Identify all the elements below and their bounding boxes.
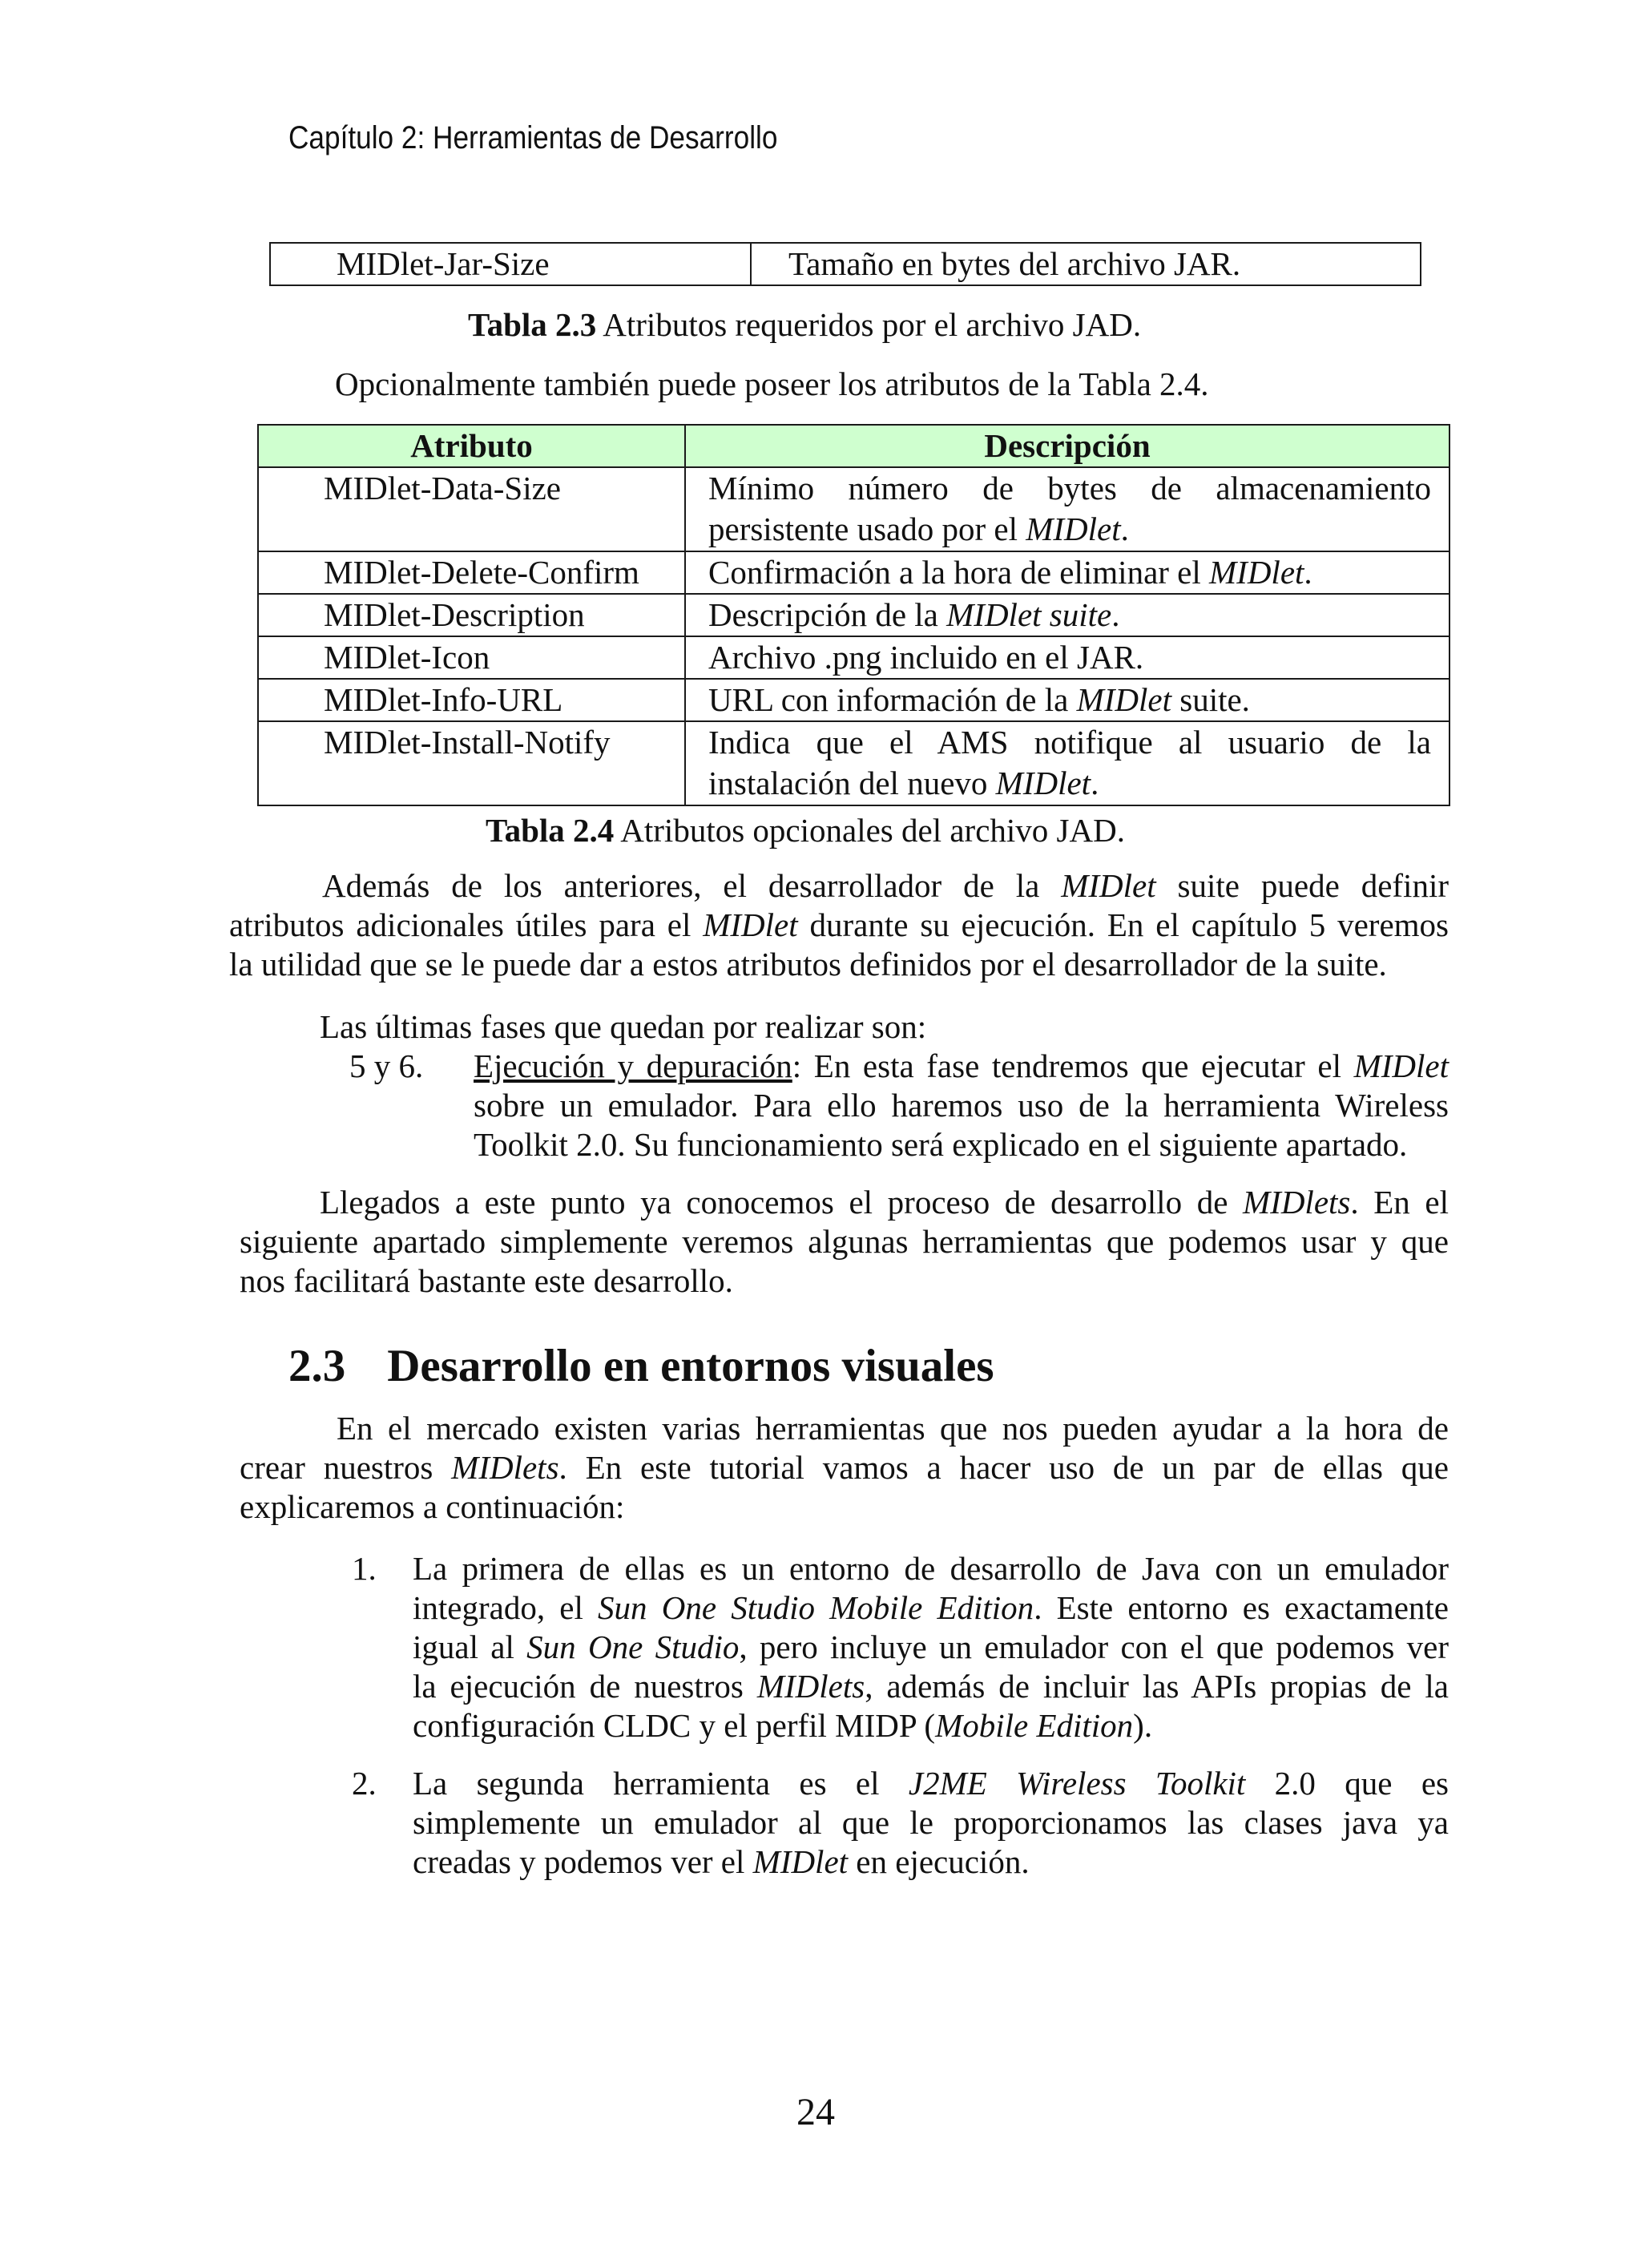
- text-line: Toolkit 2.0. Su funcionamiento será explicado en el siguiente apartado.: [474, 1126, 1408, 1163]
- desc-line: persistente usado por el MIDlet.: [708, 511, 1129, 547]
- text-line: integrado, el Sun One Studio Mobile Edition. Este entorno es exactamente: [413, 1589, 1449, 1626]
- table-cell-attribute: MIDlet-Delete-Confirm: [258, 551, 685, 594]
- caption-label: Tabla 2.4: [486, 812, 615, 849]
- table-2-4-caption: [486, 811, 1125, 849]
- table-cell-description: Descripción de la MIDlet suite.: [685, 594, 1449, 636]
- text-line: igual al Sun One Studio, pero incluye un emulador con el que podemos ver: [413, 1628, 1449, 1665]
- section-heading: [288, 1340, 994, 1392]
- text-line: la utilidad que se le puede dar a estos atributos definidos por el desarrollador de la suite.: [229, 946, 1387, 983]
- text-line: explicaremos a continuación:: [240, 1488, 625, 1525]
- section-title: Desarrollo en entornos visuales: [387, 1341, 994, 1391]
- caption-text: Atributos opcionales del archivo JAD.: [620, 812, 1125, 849]
- text-line: atributos adicionales útiles para el MIDlet durante su ejecución. En el capítulo 5 veremos: [229, 906, 1449, 943]
- text-line: simplemente un emulador al que le proporcionamos las clases java ya: [413, 1804, 1449, 1841]
- table-cell-description: Confirmación a la hora de eliminar el MIDlet.: [685, 551, 1449, 594]
- table-cell-attribute: MIDlet-Icon: [258, 636, 685, 679]
- text-line: Ejecución y depuración: En esta fase tendremos que ejecutar el MIDlet: [474, 1047, 1449, 1084]
- desc-line: instalación del nuevo MIDlet.: [708, 765, 1099, 801]
- table-cell-attribute: MIDlet-Data-Size: [258, 467, 685, 551]
- phase-number: 5 y 6.: [349, 1047, 424, 1084]
- paragraph-market: [240, 1409, 1449, 1527]
- text-line: siguiente apartado simplemente veremos algunas herramientas que podemos usar y que: [240, 1223, 1449, 1260]
- paragraph-reached: [240, 1183, 1449, 1301]
- text-line: creadas y podemos ver el MIDlet en ejecución.: [413, 1843, 1030, 1880]
- table-row: [258, 636, 1449, 679]
- table-row: [258, 551, 1449, 594]
- text-line: sobre un emulador. Para ello haremos uso de la herramienta Wireless: [474, 1087, 1449, 1124]
- text-line: la ejecución de nuestros MIDlets, además de incluir las APIs propias de la: [413, 1668, 1449, 1705]
- page-number: 24: [796, 2091, 835, 2133]
- text-line: Llegados a este punto ya conocemos el proceso de desarrollo de MIDlets. En el: [320, 1184, 1449, 1221]
- table-cell-attribute: MIDlet-Install-Notify: [258, 721, 685, 805]
- table-cell-description: [685, 467, 1449, 551]
- running-header: Capítulo 2: Herramientas de Desarrollo: [288, 120, 778, 155]
- desc-line: Indica que el AMS notifique al usuario de la: [708, 724, 1431, 761]
- paragraph-additional-attributes: [229, 866, 1449, 984]
- list-number: 1.: [352, 1550, 377, 1587]
- table-cell-description: Archivo .png incluido en el JAR.: [685, 636, 1449, 679]
- list-number: 2.: [352, 1765, 377, 1802]
- table-cell-attribute: MIDlet-Jar-Size: [270, 243, 751, 285]
- table-cell-description: [685, 721, 1449, 805]
- phases-intro: Las últimas fases que quedan por realizar son:: [320, 1008, 927, 1045]
- phase-item-text: [474, 1047, 1449, 1164]
- text-line: La segunda herramienta es el J2ME Wireless Toolkit 2.0 que es: [413, 1765, 1449, 1802]
- text-line: Además de los anteriores, el desarrollador de la MIDlet suite puede definir: [322, 867, 1449, 904]
- table-cell-attribute: MIDlet-Info-URL: [258, 679, 685, 721]
- caption-label: Tabla 2.3: [468, 306, 597, 343]
- column-header-attribute: Atributo: [258, 425, 685, 467]
- text-line: nos facilitará bastante este desarrollo.: [240, 1262, 733, 1299]
- list-item: [413, 1764, 1449, 1882]
- table-row: [258, 467, 1449, 551]
- section-number: 2.3: [288, 1341, 346, 1391]
- table-2-3-caption: [468, 305, 1141, 344]
- caption-text: Atributos requeridos por el archivo JAD.: [603, 306, 1142, 343]
- table-cell-description: Tamaño en bytes del archivo JAR.: [751, 243, 1421, 285]
- table-2-3-tail: [269, 242, 1421, 286]
- text-line: crear nuestros MIDlets. En este tutorial vamos a hacer uso de un par de ellas que: [240, 1449, 1449, 1486]
- desc-line: Mínimo número de bytes de almacenamiento: [708, 470, 1431, 506]
- table-2-4: [257, 424, 1450, 806]
- table-row: [270, 243, 1421, 285]
- list-item: [413, 1549, 1449, 1745]
- table-row: [258, 721, 1449, 805]
- table-header-row: [258, 425, 1449, 467]
- table-row: [258, 679, 1449, 721]
- table-cell-description: URL con información de la MIDlet suite.: [685, 679, 1449, 721]
- column-header-description: Descripción: [685, 425, 1449, 467]
- text-line: configuración CLDC y el perfil MIDP (Mobile Edition).: [413, 1707, 1153, 1744]
- intro-optional-text: Opcionalmente también puede poseer los atributos de la Tabla 2.4.: [335, 365, 1209, 402]
- table-row: [258, 594, 1449, 636]
- text-line: La primera de ellas es un entorno de desarrollo de Java con un emulador: [413, 1550, 1449, 1587]
- text-line: En el mercado existen varias herramientas que nos pueden ayudar a la hora de: [337, 1410, 1449, 1447]
- table-cell-attribute: MIDlet-Description: [258, 594, 685, 636]
